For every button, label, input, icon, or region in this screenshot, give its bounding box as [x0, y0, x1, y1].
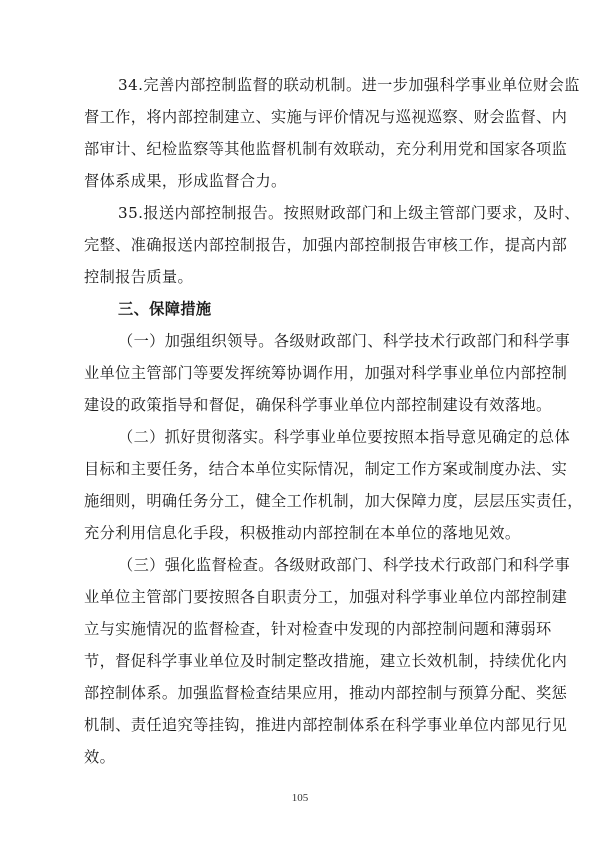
measure-1-line-1: （一）加强组织领导。各级财政部门、科学技术行政部门和科学事 — [118, 332, 571, 350]
measure-1-line-3: 建设的政策指导和督促，确保科学事业单位内部控制建设有效落地。 — [84, 396, 552, 414]
item-34-line-3: 部审计、纪检监察等其他监督机制有效联动，充分利用党和国家各项监 — [84, 140, 568, 158]
item-34-line-2: 督工作，将内部控制建立、实施与评价情况与巡视巡察、财会监督、内 — [84, 108, 568, 126]
measure-3-line-5: 部控制体系。加强监督检查结果应用，推动内部控制与预算分配、奖惩 — [84, 684, 568, 702]
measure-2-line-2: 目标和主要任务，结合本单位实际情况，制定工作方案或制度办法、实 — [84, 460, 568, 478]
measure-2-line-4: 充分利用信息化手段，积极推动内部控制在本单位的落地见效。 — [84, 524, 521, 542]
item-34-line-4: 督体系成果，形成监督合力。 — [84, 172, 287, 190]
measure-3-line-2: 业单位主管部门要按照各自职责分工，加强对科学事业单位内部控制建 — [84, 588, 568, 606]
measure-3-line-1: （三）强化监督检查。各级财政部门、科学技术行政部门和科学事 — [118, 556, 571, 574]
measure-3-line-4: 节，督促科学事业单位及时制定整改措施，建立长效机制，持续优化内 — [84, 652, 568, 670]
item-35-line-3: 控制报告质量。 — [84, 268, 194, 286]
page-number: 105 — [291, 792, 309, 804]
item-35-line-2: 完整、准确报送内部控制报告，加强内部控制报告审核工作，提高内部 — [84, 236, 568, 254]
measure-3-line-3: 立与实施情况的监督检查，针对检查中发现的内部控制问题和薄弱环 — [84, 620, 552, 638]
measure-2-line-1: （二）抓好贯彻落实。科学事业单位要按照本指导意见确定的总体 — [118, 428, 571, 446]
measure-1-line-2: 业单位主管部门等要发挥统筹协调作用，加强对科学事业单位内部控制 — [84, 364, 568, 382]
measure-2-line-3: 施细则，明确任务分工，健全工作机制，加大保障力度，层层压实责任， — [84, 492, 583, 510]
item-34-line-1: 34.完善内部控制监督的联动机制。进一步加强科学事业单位财会监 — [118, 76, 580, 94]
measure-3-line-6: 机制、责任追究等挂钩，推进内部控制体系在科学事业单位内部见行见 — [84, 716, 568, 734]
measure-3-line-7: 效。 — [84, 748, 116, 766]
item-35-line-1: 35.报送内部控制报告。按照财政部门和上级主管部门要求，及时、 — [118, 204, 580, 222]
section-heading: 三、保障措施 — [118, 300, 212, 318]
